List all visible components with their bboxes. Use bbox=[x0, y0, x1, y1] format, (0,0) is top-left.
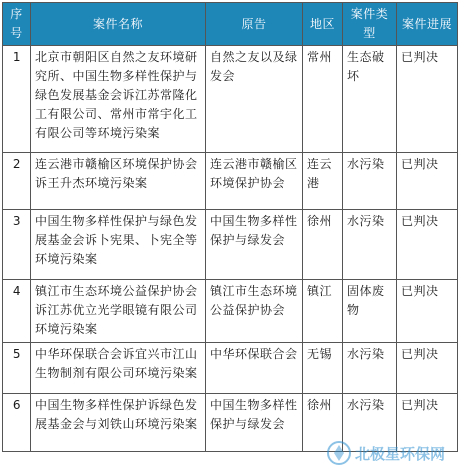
header-plaintiff: 原告 bbox=[206, 3, 303, 46]
cell-progress: 已判决 bbox=[397, 46, 458, 153]
cell-region: 常州 bbox=[303, 46, 343, 153]
header-region: 地区 bbox=[303, 3, 343, 46]
table-row bbox=[3, 46, 458, 153]
cell-region: 徐州 bbox=[303, 210, 343, 280]
cell-index: 2 bbox=[3, 153, 31, 210]
cell-index: 1 bbox=[3, 46, 31, 153]
cell-index: 5 bbox=[3, 343, 31, 394]
cell-region: 连云港 bbox=[303, 153, 343, 210]
cell-index: 6 bbox=[3, 394, 31, 452]
cell-region: 无锡 bbox=[303, 343, 343, 394]
table-row bbox=[3, 343, 458, 394]
cell-progress: 已判决 bbox=[397, 210, 458, 280]
table-row bbox=[3, 153, 458, 210]
cell-case-name: 中华环保联合会诉宜兴市江山生物制剂有限公司环境污染案 bbox=[31, 343, 206, 394]
cell-plaintiff: 中国生物多样性保护与绿发会 bbox=[206, 394, 303, 452]
cell-progress: 已判决 bbox=[397, 153, 458, 210]
header-case-name: 案件名称 bbox=[31, 3, 206, 46]
header-progress: 案件进展 bbox=[397, 3, 458, 46]
cell-case-name: 镇江市生态环境公益保护协会诉江苏优立光学眼镜有限公司环境污染案 bbox=[31, 280, 206, 343]
cell-region: 镇江 bbox=[303, 280, 343, 343]
cell-progress: 已判决 bbox=[397, 343, 458, 394]
cell-plaintiff: 镇江市生态环境公益保护协会 bbox=[206, 280, 303, 343]
cell-plaintiff: 中国生物多样性保护与绿发会 bbox=[206, 210, 303, 280]
cell-case-type: 水污染 bbox=[343, 343, 397, 394]
cell-case-type: 水污染 bbox=[343, 210, 397, 280]
cell-index: 3 bbox=[3, 210, 31, 280]
cell-progress: 已判决 bbox=[397, 280, 458, 343]
cell-case-name: 中国生物多样性保护诉绿色发展基金会与刘铁山环境污染案 bbox=[31, 394, 206, 452]
cell-plaintiff: 自然之友以及绿发会 bbox=[206, 46, 303, 153]
table-row bbox=[3, 210, 458, 280]
cell-index: 4 bbox=[3, 280, 31, 343]
cell-case-type: 固体废物 bbox=[343, 280, 397, 343]
cell-plaintiff: 中华环保联合会 bbox=[206, 343, 303, 394]
table-row bbox=[3, 394, 458, 452]
cell-case-name: 连云港市赣榆区环境保护协会诉王升杰环境污染案 bbox=[31, 153, 206, 210]
cell-plaintiff: 连云港市赣榆区环境保护协会 bbox=[206, 153, 303, 210]
cell-region: 徐州 bbox=[303, 394, 343, 452]
cell-case-name: 中国生物多样性保护与绿色发展基金会诉卜宪果、卜宪全等环境污染案 bbox=[31, 210, 206, 280]
watermark-text: 北极星环保网 bbox=[355, 445, 446, 463]
table-row bbox=[3, 280, 458, 343]
cell-case-type: 水污染 bbox=[343, 394, 397, 452]
header-case-type: 案件类型 bbox=[343, 3, 397, 46]
case-table bbox=[2, 2, 458, 452]
table-header-row bbox=[3, 3, 458, 46]
cell-case-type: 生态破坏 bbox=[343, 46, 397, 153]
cell-case-name: 北京市朝阳区自然之友环境研究所、中国生物多样性保护与绿色发展基金会诉江苏常隆化工有限公司、常州市常宇化工有限公司等环境污染案 bbox=[31, 46, 206, 153]
cell-progress: 已判决 bbox=[397, 394, 458, 452]
cell-case-type: 水污染 bbox=[343, 153, 397, 210]
header-index: 序号 bbox=[3, 3, 31, 46]
